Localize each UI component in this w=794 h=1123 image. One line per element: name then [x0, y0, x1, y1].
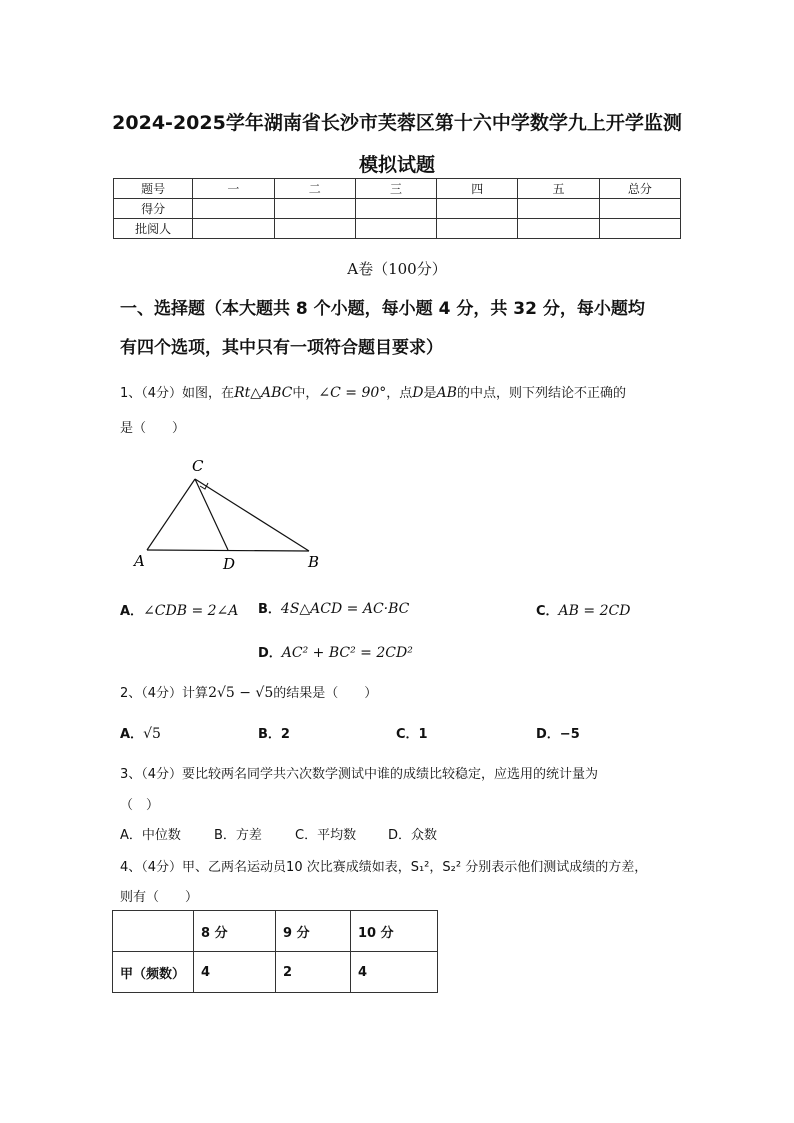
score-table-header-row	[114, 179, 681, 199]
part1-heading-line1: 一、选择题（本大题共 8 个小题，每小题 4 分，共 32 分，每小题均	[120, 299, 645, 319]
option-label: D．	[258, 646, 282, 661]
option-math: 4S△ACD = AC·BC	[280, 601, 410, 617]
frequency-cell: 2	[276, 952, 351, 993]
frequency-header-cell: 8 分	[194, 911, 276, 952]
question-text: 中，	[292, 386, 319, 401]
score-table-row	[114, 199, 681, 219]
score-table-row	[114, 219, 681, 239]
score-row-label: 得分	[114, 199, 193, 219]
option-math: AC² + BC² = 2CD²	[281, 645, 413, 661]
option-value: −5	[559, 727, 580, 742]
score-cell	[355, 199, 436, 219]
question-number: 4、（4分）	[120, 860, 183, 875]
question-number: 1、（4分）	[120, 386, 183, 401]
option-label: A．	[120, 727, 144, 742]
question-1-line2: 是（ ）	[120, 421, 186, 436]
q3-option-b: B．方差	[214, 828, 262, 843]
q2-option-b	[258, 723, 290, 742]
side-ac	[147, 479, 195, 550]
q1-option-b	[258, 598, 409, 617]
option-label: C．	[536, 604, 559, 619]
question-number: 2、（4分）	[120, 686, 183, 701]
score-cell	[599, 219, 680, 239]
frequency-row-label: 甲（频数）	[113, 952, 194, 993]
question-text: 计算	[182, 686, 209, 701]
exam-title-line2: 模拟试题	[358, 154, 435, 176]
score-cell	[437, 219, 518, 239]
frequency-cell: 4	[351, 952, 438, 993]
question-2-text	[120, 682, 377, 701]
side-ab	[147, 550, 309, 551]
score-header-cell: 一	[193, 179, 274, 199]
q2-option-c	[396, 723, 428, 742]
score-header-cell: 四	[437, 179, 518, 199]
score-cell	[355, 219, 436, 239]
option-label: C．	[396, 727, 419, 742]
math-expression: D	[412, 385, 424, 401]
question-4-text	[120, 856, 680, 875]
q1-option-a	[120, 600, 238, 619]
option-value: 1	[418, 727, 428, 742]
q2-option-d	[536, 723, 580, 742]
q3-option-d: D．众数	[388, 828, 438, 843]
option-label: B．	[258, 602, 281, 617]
score-cell	[193, 199, 274, 219]
option-label: A．	[120, 604, 144, 619]
math-expression: 2√5 − √5	[208, 685, 274, 701]
frequency-cell: 4	[194, 952, 276, 993]
frequency-header-cell: 9 分	[276, 911, 351, 952]
question-text: 是	[423, 386, 437, 401]
option-math: ∠CDB = 2∠A	[143, 603, 239, 619]
option-value: 2	[280, 727, 290, 742]
question-3-text	[120, 763, 680, 782]
score-header-cell: 总分	[599, 179, 680, 199]
score-cell	[274, 219, 355, 239]
score-cell	[518, 199, 599, 219]
score-cell	[518, 219, 599, 239]
score-cell	[599, 199, 680, 219]
label-d: D	[223, 555, 236, 573]
part1-heading-line2: 有四个选项，其中只有一项符合题目要求）	[120, 338, 443, 358]
score-table	[113, 178, 681, 239]
section-a-heading: A卷（100分）	[347, 260, 447, 278]
option-label: D．	[536, 727, 560, 742]
triangle-figure	[128, 452, 328, 574]
score-row-label: 批阅人	[114, 219, 193, 239]
label-b: B	[308, 553, 320, 571]
frequency-header-cell: 10 分	[351, 911, 438, 952]
score-cell	[274, 199, 355, 219]
option-math: AB = 2CD	[558, 603, 631, 619]
q1-option-d	[258, 642, 413, 661]
frequency-table	[112, 910, 438, 993]
exam-title-line1: 2024-2025学年湖南省长沙市芙蓉区第十六中学数学九上开学监测	[112, 112, 682, 134]
score-header-cell: 二	[274, 179, 355, 199]
frequency-header-cell	[113, 911, 194, 952]
score-cell	[193, 219, 274, 239]
question-4-line2: 则有（ ）	[120, 890, 199, 905]
q1-option-c	[536, 600, 630, 619]
score-cell	[437, 199, 518, 219]
question-text: 的结果是（ ）	[273, 686, 378, 701]
score-header-cell: 题号	[114, 179, 193, 199]
label-a: A	[134, 552, 145, 570]
math-expression: Rt△ABC	[234, 385, 293, 401]
frequency-row	[113, 952, 438, 993]
q3-option-c: C．平均数	[295, 828, 357, 843]
score-header-cell: 三	[355, 179, 436, 199]
question-1-text	[120, 382, 690, 401]
q2-option-a	[120, 723, 161, 742]
question-text: 如图，在	[182, 386, 235, 401]
question-text: 要比较两名同学共六次数学测试中谁的成绩比较稳定，应选用的统计量为	[182, 767, 599, 782]
question-number: 3、（4分）	[120, 767, 183, 782]
score-header-cell: 五	[518, 179, 599, 199]
label-c: C	[192, 457, 204, 475]
question-text: 的中点，则下列结论不正确的	[456, 386, 626, 401]
q3-option-a: A．中位数	[120, 828, 181, 843]
frequency-header-row	[113, 911, 438, 952]
right-angle-mark	[200, 483, 208, 489]
question-text: ，点	[386, 386, 413, 401]
math-expression: ∠C = 90°	[318, 385, 387, 401]
option-value: √5	[143, 726, 161, 742]
math-expression: AB	[436, 385, 457, 401]
option-label: B．	[258, 727, 281, 742]
question-text: 甲、乙两名运动员10 次比赛成绩如表，S₁²，S₂² 分别表示他们测试成绩的方差，	[182, 860, 648, 875]
question-3-line2: （ ）	[120, 798, 160, 813]
